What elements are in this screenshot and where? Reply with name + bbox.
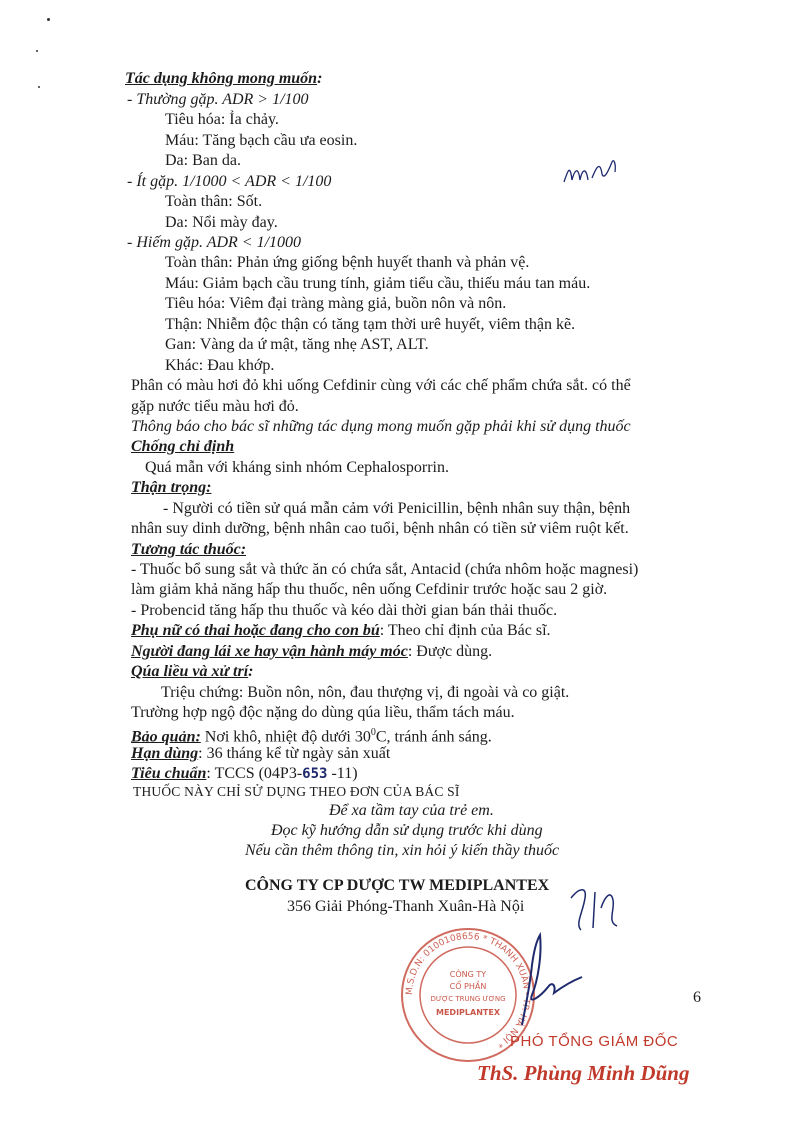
adr-common-item: Tiêu hóa: Ỉa chảy. [165,111,279,128]
storage-line: Bảo quản: Nơi khô, nhiệt độ dưới $30^0C$, tránh ánh sáng. [131,727,492,746]
warning-line: Để xa tầm tay của trẻ em. [329,802,494,819]
caution-text: - Người có tiền sử quá mẫn cảm với Penicillin, bệnh nhân suy thận, bệnh [163,500,631,517]
stamp-center-line: CÔNG TY [449,970,487,979]
scan-speck [36,50,38,52]
adverse-heading: Tác dụng không mong muốn: [125,70,323,87]
adr-rare-item: Máu: Giảm bạch cầu trung tính, giảm tiểu cầu, thiếu máu tan máu. [165,275,591,292]
stamp-center-line: CỔ PHẦN [449,982,487,991]
adr-note: Phân có màu hơi đỏ khi uống Cefdinir cùng với các chế phẩm chứa sắt. có thể [131,377,631,394]
adr-rare-item: Gan: Vàng da ứ mật, tăng nhẹ AST, ALT. [165,336,429,353]
overdose-text: Trường hợp ngộ độc nặng do dùng qúa liều, thẩm tách máu. [131,704,515,721]
signatory-title: PHÓ TỔNG GIÁM ĐỐC [510,1033,679,1050]
adr-common-item: Da: Ban da. [165,152,241,169]
scan-speck [38,86,40,88]
handwritten-number: 653 [302,766,328,782]
stamp-center-line: DƯỢC TRUNG ƯƠNG [430,995,506,1003]
adr-rare-item: Toàn thân: Phản ứng giống bệnh huyết thanh và phản vệ. [165,254,530,271]
interactions-text: - Thuốc bổ sung sắt và thức ăn có chứa sắt, Antacid (chứa nhôm hoặc magnesi) [131,561,639,578]
company-name: CÔNG TY CP DƯỢC TW MEDIPLANTEX [245,877,550,894]
pregnancy-line: Phụ nữ có thai hoặc đang cho con bú: Theo chỉ định của Bác sĩ. [131,622,551,639]
adr-rare-item: Thận: Nhiễm độc thận có tăng tạm thời urê huyết, viêm thận kẽ. [165,316,576,333]
adr-common-label: - Thường gặp. ADR > 1/100 [127,91,309,108]
adr-uncommon-label: - Ít gặp. 1/1000 < ADR < 1/100 [127,173,332,190]
adr-notify: Thông báo cho bác sĩ những tác dụng mong muốn gặp phải khi sử dụng thuốc [131,418,631,435]
page-number: 6 [693,989,701,1006]
adr-rare-item: Khác: Đau khớp. [165,357,275,374]
adr-uncommon-item: Da: Nổi mày đay. [165,214,278,231]
overdose-text: Triệu chứng: Buồn nôn, nôn, đau thượng vị, đi ngoài và co giật. [161,684,570,701]
adr-uncommon-item: Toàn thân: Sốt. [165,193,263,210]
interactions-heading: Tương tác thuốc: [131,541,247,558]
interactions-text: làm giảm khả năng hấp thu thuốc, nên uống Cefdinir trước hoặc sau 2 giờ. [131,581,608,598]
interactions-text: - Probencid tăng hấp thu thuốc và kéo dài thời gian bán thải thuốc. [131,602,558,619]
margin-signature [560,150,620,190]
signatory-name: ThS. Phùng Minh Dũng [477,1061,690,1085]
adr-rare-item: Tiêu hóa: Viêm đại tràng màng giả, buồn nôn và nôn. [165,295,507,312]
adr-common-item: Máu: Tăng bạch cầu ưa eosin. [165,132,358,149]
adr-note: gặp nước tiểu màu hơi đỏ. [131,398,299,415]
scan-speck [47,18,50,21]
warning-line: Đọc kỹ hướng dẫn sử dụng trước khi dùng [271,822,543,839]
overdose-heading: Qúa liều và xử trí: [131,663,254,680]
caution-text: nhân suy dinh dưỡng, bệnh nhân cao tuổi, bệnh nhân có tiền sử viêm ruột kết. [131,520,629,537]
rx-notice: THUỐC NÀY CHỈ SỬ DỤNG THEO ĐƠN CỦA BÁC SĨ [133,784,460,799]
stamp-center-line: MEDIPLANTEX [436,1008,500,1017]
adr-rare-label: - Hiếm gặp. ADR < 1/1000 [127,234,302,251]
company-address: 356 Giải Phóng-Thanh Xuân-Hà Nội [287,898,525,915]
caution-heading: Thận trọng: [131,479,212,496]
stamp-ring-text: M.S.D.N: 0100108656 * THANH XUÂN - TP. HÀ NỘI * [404,931,532,1050]
warning-line: Nếu cần thêm thông tin, xin hỏi ý kiến thầy thuốc [245,842,560,859]
contra-heading: Chống chỉ định [131,438,235,455]
shelf-line: Hạn dùng: 36 tháng kể từ ngày sản xuất [131,745,391,762]
director-signature [482,925,592,1035]
standard-line: Tiêu chuẩn: TCCS (04P3-653 -11) [131,765,358,782]
driving-line: Người đang lái xe hay vận hành máy móc: Được dùng. [131,643,493,660]
contra-text: Quá mẫn với kháng sinh nhóm Cephalosporrin. [145,459,449,476]
